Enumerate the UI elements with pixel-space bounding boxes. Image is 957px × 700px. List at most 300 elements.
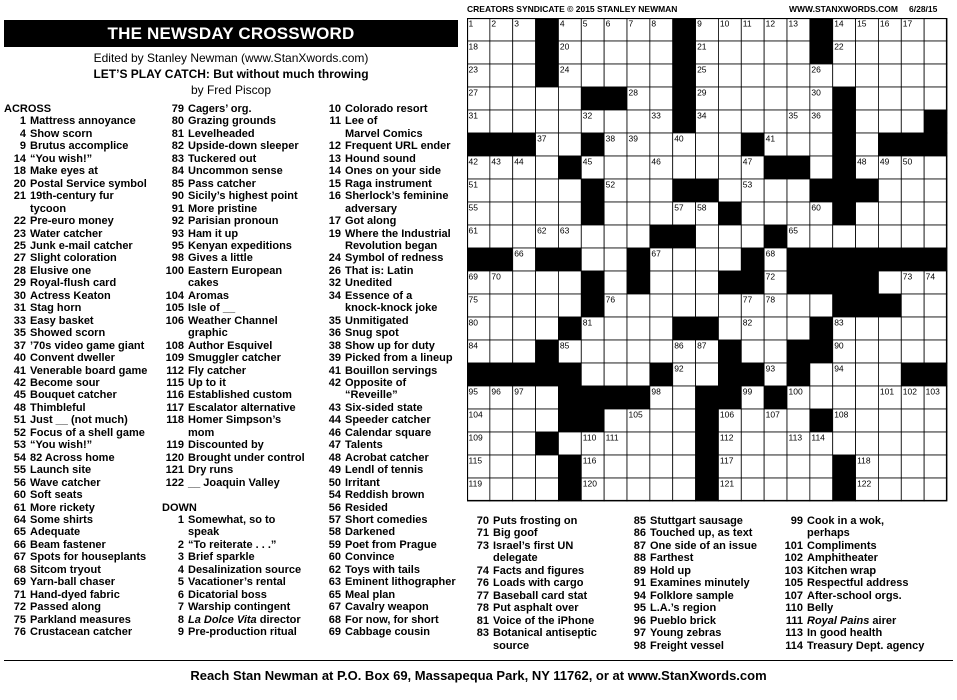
grid-cell[interactable] [901,41,924,64]
grid-cell[interactable] [604,110,627,133]
grid-cell[interactable] [513,455,536,478]
clue-text: Convent dweller [30,352,115,365]
grid-cell[interactable] [787,133,810,156]
grid-cell[interactable] [581,225,604,248]
grid-cell[interactable] [901,409,924,432]
black-square [627,386,650,409]
grid-cell[interactable] [536,110,559,133]
grid-cell[interactable] [878,455,901,478]
grid-cell[interactable] [650,432,673,455]
grid-cell[interactable] [513,225,536,248]
grid-cell[interactable] [924,409,947,432]
grid-cell[interactable] [513,202,536,225]
grid-cell[interactable] [536,386,559,409]
grid-cell[interactable] [558,202,581,225]
clue-number: 105 [784,577,803,590]
clue-text: Lee of [345,115,378,128]
clue-38 [319,340,469,352]
grid-cell[interactable] [787,64,810,87]
clue-number: 122 [165,476,184,489]
grid-cell[interactable] [673,271,696,294]
grid-cell[interactable] [856,225,879,248]
cell-number: 35 [788,110,798,121]
grid-cell[interactable] [581,248,604,271]
clue-text: Tuckered out [188,152,257,165]
clue-19 [319,228,469,240]
grid-cell[interactable] [536,87,559,110]
clue-number: 90 [171,190,184,203]
grid-cell[interactable] [696,156,719,179]
grid-cell[interactable] [741,110,764,133]
grid-cell[interactable] [856,202,879,225]
grid-cell[interactable] [536,156,559,179]
grid-cell[interactable] [764,317,787,340]
grid-cell[interactable] [513,340,536,363]
grid-cell[interactable] [604,363,627,386]
grid-cell[interactable] [810,455,833,478]
clue-108 [162,340,322,352]
grid-cell[interactable] [901,294,924,317]
grid-cell[interactable] [764,64,787,87]
grid-cell[interactable] [878,202,901,225]
cell-number: 75 [468,294,478,305]
grid-cell[interactable] [856,363,879,386]
clue-text: Baseball card stat [493,589,588,602]
grid-cell[interactable] [650,340,673,363]
grid-cell[interactable] [810,294,833,317]
grid-cell[interactable] [718,41,741,64]
grid-cell[interactable] [856,409,879,432]
grid-cell[interactable] [650,64,673,87]
clue-text: Thimbleful [30,401,86,414]
grid-cell[interactable] [490,478,513,501]
grid-cell[interactable] [536,317,559,340]
grid-cell[interactable] [787,294,810,317]
grid-cell[interactable] [673,432,696,455]
clue-text: Stag horn [30,302,82,315]
grid-cell[interactable] [810,386,833,409]
black-square [490,363,513,386]
grid-cell[interactable] [558,294,581,317]
grid-cell[interactable] [878,179,901,202]
grid-cell[interactable] [490,202,513,225]
grid-cell[interactable] [924,340,947,363]
grid-cell[interactable] [627,294,650,317]
grid-cell[interactable] [741,64,764,87]
clue-continuation [162,327,322,339]
grid-cell[interactable] [787,478,810,501]
grid-cell[interactable] [696,271,719,294]
grid-cell[interactable] [513,294,536,317]
grid-cell[interactable] [901,179,924,202]
grid-cell[interactable] [673,156,696,179]
grid-cell[interactable] [604,478,627,501]
clue-number: 54 [13,451,26,464]
grid-cell[interactable] [696,225,719,248]
grid-cell[interactable] [924,432,947,455]
grid-cell[interactable] [513,432,536,455]
cell-number: 52 [605,179,616,190]
grid-cell[interactable] [856,317,879,340]
grid-cell[interactable] [513,179,536,202]
cell-number: 108 [834,409,849,420]
grid-cell[interactable] [878,363,901,386]
grid-cell[interactable] [604,156,627,179]
grid-cell[interactable] [627,202,650,225]
grid-cell[interactable] [856,133,879,156]
clue-14 [4,153,164,165]
grid-cell[interactable] [741,202,764,225]
grid-cell[interactable] [764,179,787,202]
clue-number: 48 [328,451,341,464]
grid-cell[interactable] [810,363,833,386]
grid-cell[interactable] [513,64,536,87]
grid-cell[interactable] [718,248,741,271]
grid-cell[interactable] [924,41,947,64]
grid-cell[interactable] [901,455,924,478]
clue-120 [162,452,322,464]
grid-cell[interactable] [696,294,719,317]
grid-cell[interactable] [558,432,581,455]
grid-cell[interactable] [764,202,787,225]
clue-text: Ones on your side [345,165,441,178]
grid-cell[interactable] [650,409,673,432]
grid-cell[interactable] [536,271,559,294]
grid-cell[interactable] [650,41,673,64]
grid-cell[interactable] [901,64,924,87]
grid-cell[interactable] [878,110,901,133]
grid-cell[interactable] [558,133,581,156]
grid-cell[interactable] [787,179,810,202]
grid-cell[interactable] [810,225,833,248]
grid-cell[interactable] [764,432,787,455]
grid-cell[interactable] [604,41,627,64]
black-square [856,271,879,294]
grid-cell[interactable] [810,156,833,179]
grid-cell[interactable] [490,41,513,64]
grid-cell[interactable] [856,87,879,110]
clue-41 [319,365,469,377]
clue-text: Poet from Prague [345,538,437,551]
grid-cell[interactable] [604,248,627,271]
grid-cell[interactable] [627,64,650,87]
grid-cell[interactable] [764,110,787,133]
clue-number: 42 [13,376,26,389]
grid-cell[interactable] [627,363,650,386]
grid-cell[interactable] [513,409,536,432]
grid-cell[interactable] [878,317,901,340]
grid-cell[interactable] [513,271,536,294]
grid-cell[interactable] [627,317,650,340]
clue-number: 8 [177,613,184,626]
grid-cell[interactable] [490,179,513,202]
cell-number: 32 [582,110,593,121]
grid-cell[interactable] [696,248,719,271]
grid-cell[interactable] [536,409,559,432]
grid-cell[interactable] [787,87,810,110]
grid-cell[interactable] [741,409,764,432]
grid-cell[interactable] [627,340,650,363]
grid-cell[interactable] [581,363,604,386]
cell-number: 70 [491,271,501,282]
grid-cell[interactable] [718,179,741,202]
cell-number: 37 [537,133,547,144]
black-square [650,225,673,248]
grid-cell[interactable] [833,64,856,87]
grid-cell[interactable] [604,225,627,248]
grid-cell[interactable] [627,478,650,501]
grid-cell[interactable] [490,432,513,455]
clue-number: 109 [165,352,184,365]
grid-cell[interactable] [513,317,536,340]
grid-cell[interactable] [833,386,856,409]
grid-cell[interactable] [787,317,810,340]
grid-cell[interactable] [604,271,627,294]
grid-cell[interactable] [741,340,764,363]
grid-cell[interactable] [924,64,947,87]
black-square [581,271,604,294]
black-square [810,271,833,294]
clue-text: Make eyes at [30,165,98,178]
grid-cell[interactable] [627,179,650,202]
grid-cell[interactable] [741,432,764,455]
grid-cell[interactable] [718,64,741,87]
grid-cell[interactable] [673,478,696,501]
black-square [581,409,604,432]
grid-cell[interactable] [718,87,741,110]
grid-cell[interactable] [810,133,833,156]
grid-cell[interactable] [901,225,924,248]
grid-cell[interactable] [924,225,947,248]
grid-cell[interactable] [878,478,901,501]
grid-cell[interactable] [741,87,764,110]
grid-cell[interactable] [650,179,673,202]
grid-cell[interactable] [856,432,879,455]
grid-cell[interactable] [673,294,696,317]
grid-cell[interactable] [536,294,559,317]
grid-cell[interactable] [878,271,901,294]
clue-13 [319,153,469,165]
grid-cell[interactable] [650,202,673,225]
grid-cell[interactable] [901,87,924,110]
grid-cell[interactable] [604,202,627,225]
grid-cell[interactable] [490,294,513,317]
grid-cell[interactable] [718,156,741,179]
grid-cell[interactable] [718,294,741,317]
grid-cell[interactable] [536,455,559,478]
clue-text: delegate [493,552,538,565]
grid-cell[interactable] [924,202,947,225]
clue-number: 40 [13,352,26,365]
clue-14 [319,165,469,177]
grid-cell[interactable] [604,455,627,478]
grid-cell[interactable] [604,409,627,432]
grid-cell[interactable] [650,294,673,317]
clue-number: 60 [328,551,341,564]
grid-cell[interactable] [490,317,513,340]
grid-cell[interactable] [924,294,947,317]
clue-number: 55 [13,464,26,477]
grid-cell[interactable] [787,202,810,225]
grid-cell[interactable] [924,87,947,110]
grid-cell[interactable] [673,248,696,271]
grid-cell[interactable] [924,317,947,340]
grid-cell[interactable] [878,225,901,248]
grid-cell[interactable] [901,317,924,340]
grid-cell[interactable] [513,87,536,110]
grid-cell[interactable] [650,133,673,156]
grid-cell[interactable] [764,87,787,110]
grid-cell[interactable] [558,110,581,133]
cell-number: 69 [468,271,478,282]
clue-number: 98 [171,252,184,265]
grid-cell[interactable] [901,202,924,225]
grid-cell[interactable] [581,64,604,87]
grid-cell[interactable] [536,179,559,202]
grid-cell[interactable] [490,64,513,87]
clue-text: Parisian pronoun [188,215,279,228]
grid-cell[interactable] [856,340,879,363]
cell-number: 59 [719,202,730,213]
grid-cell[interactable] [490,340,513,363]
cell-number: 104 [468,409,483,420]
grid-cell[interactable] [558,179,581,202]
grid-cell[interactable] [536,478,559,501]
grid-cell[interactable] [856,64,879,87]
grid-cell[interactable] [878,87,901,110]
cell-number: 23 [468,64,478,75]
grid-cell[interactable] [787,409,810,432]
grid-cell[interactable] [604,317,627,340]
grid-cell[interactable] [490,110,513,133]
grid-cell[interactable] [924,18,947,41]
grid-cell[interactable] [650,87,673,110]
puzzle-title: THE NEWSDAY CROSSWORD [4,20,458,47]
clue-text: Fly catcher [188,364,247,377]
grid-cell[interactable] [924,455,947,478]
grid-cell[interactable] [924,478,947,501]
grid-cell[interactable] [764,455,787,478]
grid-svg[interactable] [467,18,948,502]
grid-cell[interactable] [878,340,901,363]
clue-text: cakes [188,277,219,290]
grid-cell[interactable] [901,110,924,133]
clue-text: Where the Industrial [345,227,451,240]
grid-cell[interactable] [604,64,627,87]
grid-cell[interactable] [490,225,513,248]
grid-cell[interactable] [536,202,559,225]
grid-cell[interactable] [604,340,627,363]
grid-cell[interactable] [650,317,673,340]
clue-number: 1 [19,115,26,128]
grid-cell[interactable] [787,41,810,64]
grid-cell[interactable] [741,455,764,478]
grid-cell[interactable] [856,386,879,409]
grid-cell[interactable] [513,110,536,133]
clue-text: Brief sparkle [188,551,255,564]
grid-cell[interactable] [558,271,581,294]
grid-cell[interactable] [810,478,833,501]
grid-cell[interactable] [901,478,924,501]
clue-text: Folklore sample [650,589,734,602]
cell-number: 121 [719,478,735,489]
grid-cell[interactable] [741,225,764,248]
grid-cell[interactable] [627,225,650,248]
grid-cell[interactable] [581,41,604,64]
grid-cell[interactable] [627,156,650,179]
grid-cell[interactable] [581,340,604,363]
grid-cell[interactable] [513,478,536,501]
grid-cell[interactable] [741,41,764,64]
grid-cell[interactable] [673,455,696,478]
grid-cell[interactable] [673,386,696,409]
clue-number: 99 [790,515,803,527]
grid-cell[interactable] [787,455,810,478]
clue-96 [624,615,784,627]
clue-text: Levelheaded [188,127,255,140]
grid-cell[interactable] [627,110,650,133]
grid-cell[interactable] [650,271,673,294]
grid-cell[interactable] [924,179,947,202]
cell-number: 74 [925,271,936,282]
grid-cell[interactable] [490,455,513,478]
website-label: WWW.STANXWORDS.COM [789,4,898,14]
grid-cell[interactable] [673,409,696,432]
clue-43 [319,402,469,414]
clue-number: 14 [13,152,26,165]
grid-cell[interactable] [650,455,673,478]
grid-cell[interactable] [696,133,719,156]
grid-cell[interactable] [833,225,856,248]
grid-cell[interactable] [627,455,650,478]
grid-cell[interactable] [924,156,947,179]
grid-cell[interactable] [878,409,901,432]
grid-cell[interactable] [764,340,787,363]
grid-cell[interactable] [901,340,924,363]
grid-cell[interactable] [856,41,879,64]
grid-cell[interactable] [764,41,787,64]
grid-cell[interactable] [718,225,741,248]
grid-cell[interactable] [878,64,901,87]
grid-cell[interactable] [856,110,879,133]
grid-cell[interactable] [490,409,513,432]
grid-cell[interactable] [718,110,741,133]
clue-71 [467,527,627,539]
grid-cell[interactable] [650,478,673,501]
grid-cell[interactable] [627,41,650,64]
clue-number: 54 [328,489,341,502]
clue-number: 117 [166,401,184,414]
grid-cell[interactable] [513,41,536,64]
crossword-grid[interactable] [467,18,948,502]
clue-33 [4,315,164,327]
grid-cell[interactable] [901,432,924,455]
cell-number: 5 [582,18,588,29]
grid-cell[interactable] [741,478,764,501]
grid-cell[interactable] [833,432,856,455]
grid-cell[interactable] [878,41,901,64]
clue-text: Actress Keaton [30,289,111,302]
grid-cell[interactable] [878,432,901,455]
clue-number: 43 [328,401,341,414]
grid-cell[interactable] [764,478,787,501]
grid-cell[interactable] [696,363,719,386]
grid-cell[interactable] [718,133,741,156]
grid-cell[interactable] [558,87,581,110]
grid-cell[interactable] [627,432,650,455]
grid-cell[interactable] [490,87,513,110]
grid-cell[interactable] [718,317,741,340]
